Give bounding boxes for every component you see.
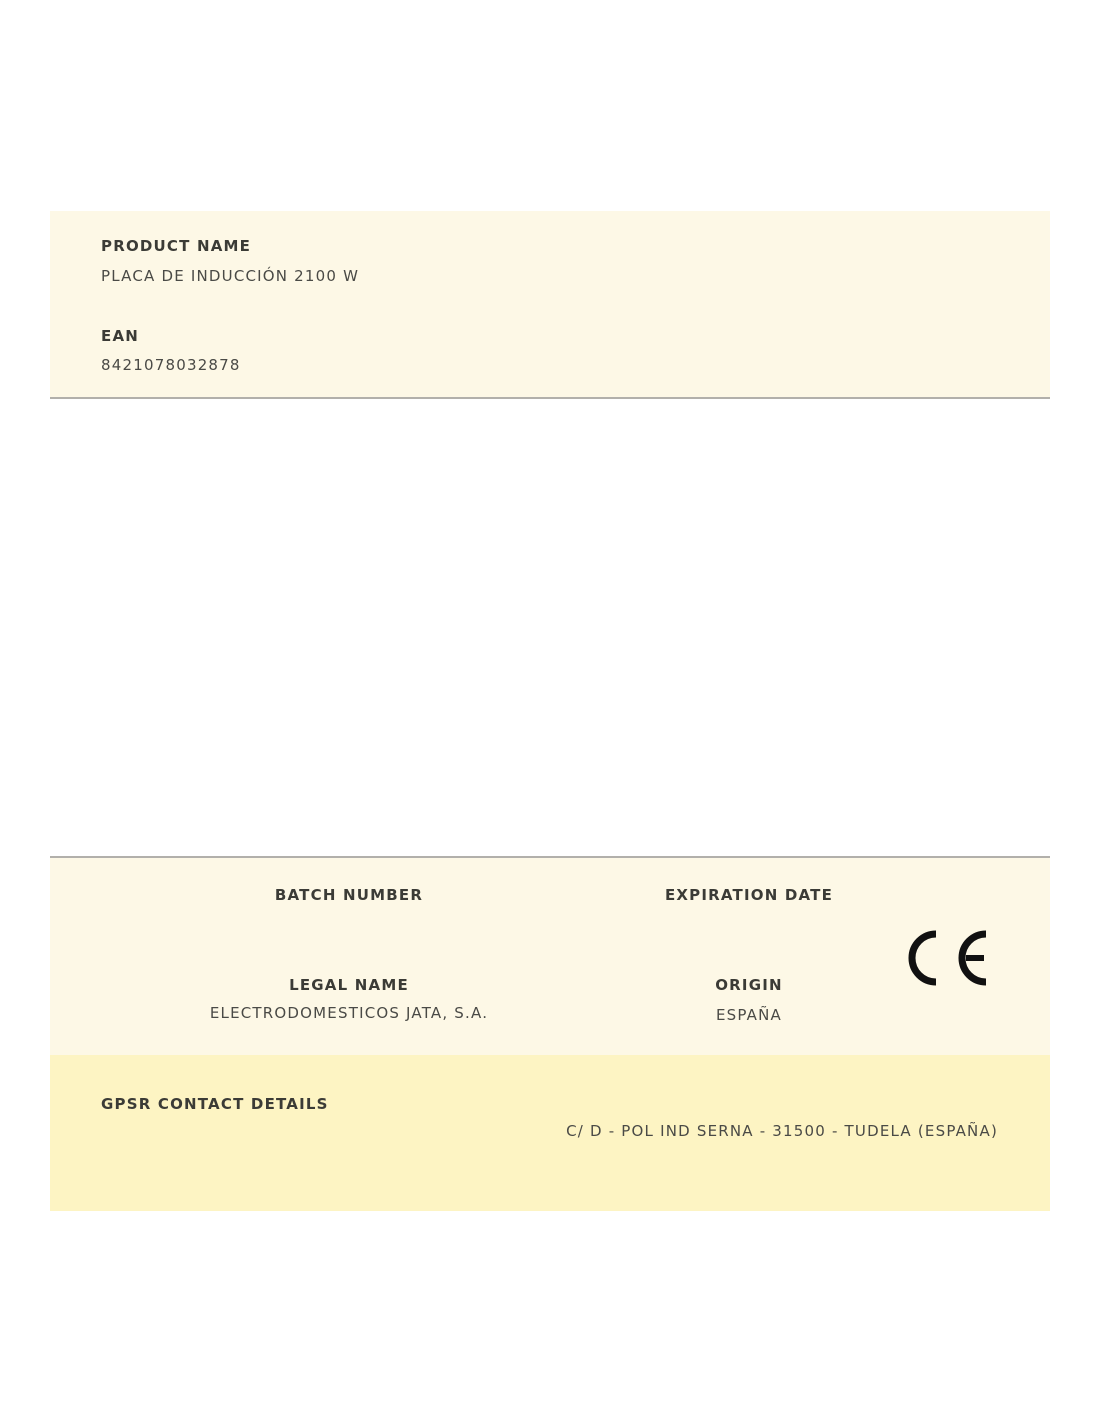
expiration-date-label: EXPIRATION DATE <box>664 886 834 904</box>
legal-name-value: ELECTRODOMESTICOS JATA, S.A. <box>209 1004 489 1022</box>
origin-value: ESPAÑA <box>715 1006 783 1024</box>
gpsr-contact-panel <box>50 1055 1050 1211</box>
product-name-value: PLACA DE INDUCCIÓN 2100 W <box>101 267 360 285</box>
gpsr-address-value: C/ D - POL IND SERNA - 31500 - TUDELA (ESPAÑA) <box>566 1122 998 1140</box>
ean-label: EAN <box>101 327 140 345</box>
compliance-details-panel <box>50 856 1050 1057</box>
ce-mark-icon <box>908 928 990 988</box>
batch-number-label: BATCH NUMBER <box>274 886 424 904</box>
legal-name-label: LEGAL NAME <box>289 976 409 994</box>
ean-value: 8421078032878 <box>101 356 241 374</box>
origin-label: ORIGIN <box>715 976 783 994</box>
product-name-label: PRODUCT NAME <box>101 237 252 255</box>
gpsr-contact-label: GPSR CONTACT DETAILS <box>101 1095 329 1113</box>
product-info-panel <box>50 211 1050 399</box>
